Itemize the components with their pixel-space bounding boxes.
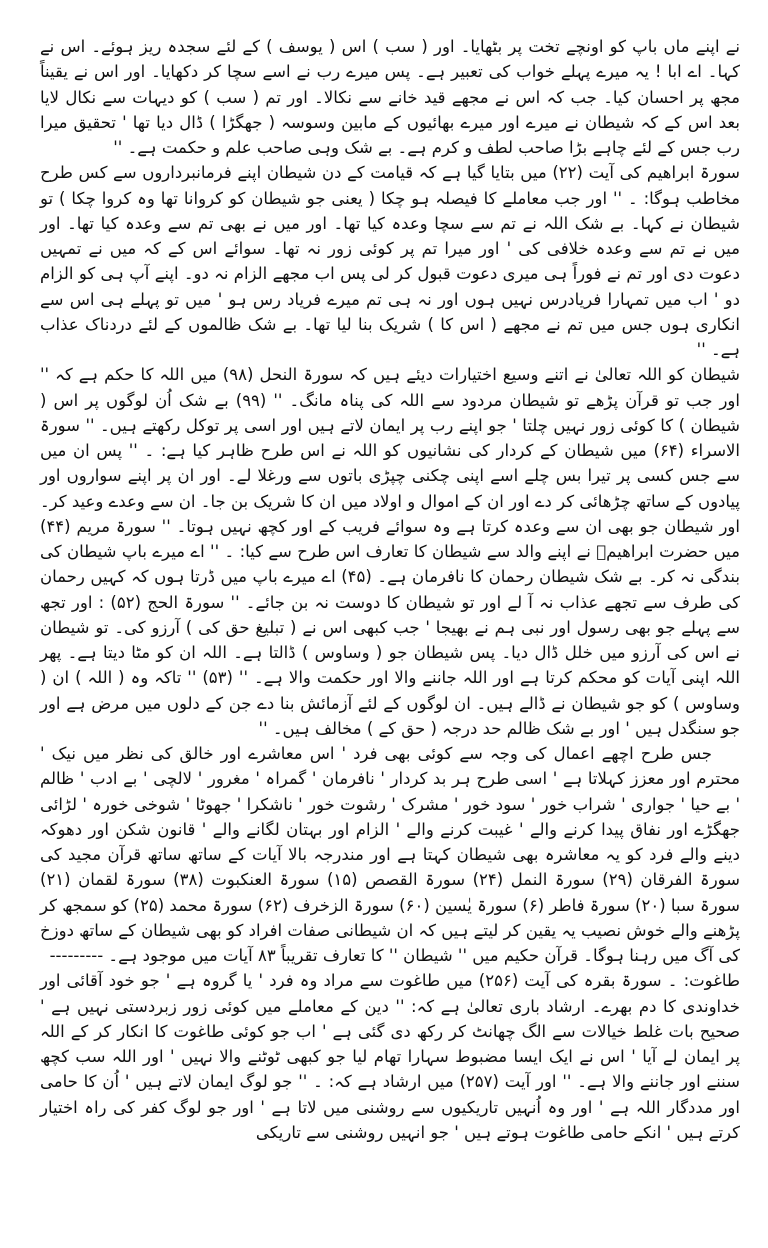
paragraph-shaitan-traits: جس طرح اچھے اعمال کی وجہ سے کوئی بھی فرد ' اس معاشرے اور خالق کی نظر میں نیک ' محترم اور معزز کہلاتا ہے ' اسی طرح ہر بد کردار ' نافرمان ' گمراہ ' مغرور ' لالچی ' بے ادب ' ظالم ' بے حیا ' جواری ' شراب خور ' سود خور ' مشرک ' رشوت خور ' ناشکرا ' جھوٹا ' شوخی خورہ ' لڑائی جھگڑے اور نفاق پیدا کرنے والے ' غیبت کرنے والے ' الزام اور بہتان لگانے والے ' قانون شکن اور دھوکہ دینے والے فرد کو یہ معاشرہ بھی شیطان کہتا ہے اور مندرجہ بالا آیات کے ساتھ ساتھ قرآن مجید کی سورۃ الفرقان (۲۹) سورۃ النمل (۲۴) سورۃ القصص (۱۵) سورۃ العنکبوت (۳۸) سورۃ لقمان (۲۱) سورۃ سبا (۲۰) سورۃ فاطر (۶) سورۃ یٰسین (۶۰) سورۃ الزخرف (۶۲) سورۃ محمد (۲۵) کو سمجھ کر پڑھنے والے خوش نصیب یہ یقین کر لیتے ہیں کہ ان شیطانی صفات افراد کو بھی شیطان کے ساتھ دوزخ کی آگ میں رہنا ہوگا۔ قرآن حکیم میں '' شیطان '' کا تعارف تقریباً ۸۳ آیات میں موجود ہے۔ --------- [40, 744, 741, 965]
paragraph-yusuf-dream: نے اپنے ماں باپ کو اونچے تخت پر بٹھایا۔ اور ( سب ) اس ( یوسف ) کے لئے سجدہ ریز ہوئے۔ اس نے کہا۔ اے ابا ! یہ میرے پہلے خواب کی تعبیر ہے۔ پس میرے رب نے اسے سچا کر دکھایا۔ اور اس نے یقیناً مجھ پر احسان کیا۔ جب کہ اس نے مجھے قید خانے سے نکالا۔ اور تم ( سب ) کو دیہات سے نکال لایا بعد اس کے کہ شیطان نے میرے اور میرے بھائیوں کے مابین وسوسہ ( جھگڑا ) ڈال دیا تھا ' تحقیق میرا رب جس کے لئے چاہے بڑا صاحب لطف و کرم ہے۔ بے شک وہی صاحب علم و حکمت ہے۔ '' [40, 37, 740, 157]
paragraph-surah-ibrahim: سورۃ ابراھیم کی آیت (۲۲) میں بتایا گیا ہے کہ قیامت کے دن شیطان اپنے فرمانبرداروں سے کس طرح مخاطب ہوگا: ۔ '' اور جب معاملے کا فیصلہ ہو چکا ( یعنی جو شیطان کو کروانا تھا وہ کروا چکا ) تو شیطان نے کہا۔ بے شک اللہ نے تم سے سچا وعدہ کیا تھا۔ اور میں نے بھی تم سے وعدہ کیا تھا۔ اور میں نے تم سے وعدہ خلافی کی ' اور میرا تم پر کوئی زور نہ تھا۔ سوائے اس کے کہ میں نے تمہیں دعوت دی اور تم نے فوراً ہی میری دعوت قبول کر لی پس اب مجھے الزام نہ دو۔ اپنے آپ ہی کو الزام دو ' اب میں تمہارا فریادرس نہیں ہوں اور نہ ہی تم میرے فریاد رس ہو ' میں تو پہلے ہی اس سے انکاری ہوں جس میں تم نے مجھے ( اس کا ) شریک بنا لیا تھا۔ بے شک ظالموں کے لئے دردناک عذاب ہے۔ '' [40, 163, 741, 359]
paragraph-taghut: طاغوت: ۔ سورۃ بقرہ کی آیت (۲۵۶) میں طاغوت سے مراد وہ فرد ' یا گروہ ہے ' جو خود آقائی اور خداوندی کا دم بھرے۔ ارشاد باری تعالیٰ ہے کہ: '' دین کے معاملے میں کوئی زور زبردستی نہیں ہے ' صحیح بات غلط خیالات سے الگ چھانٹ کر رکھ دی گئی ہے ' اب جو کوئی طاغوت کا انکار کر کے اللہ پر ایمان لے آیا ' اس نے ایک ایسا مضبوط سہارا تھام لیا جو کبھی ٹوٹنے والا نہیں ' اور اللہ سب کچھ سننے اور جاننے والا ہے۔ '' اور آیت (۲۵۷) میں ارشاد ہے کہ: ۔ '' جو لوگ ایمان لاتے ہیں ' اُن کا حامی اور مددگار اللہ ہے ' اور وہ اُنہیں تاریکیوں سے روشنی میں لاتا ہے ' اور جو لوگ کفر کی راہ اختیار کرتے ہیں ' انکے حامی طاغوت ہوتے ہیں ' جو انہیں روشنی سے تاریکی [40, 971, 740, 1142]
urdu-text-page [40, 34, 740, 1224]
paragraph-shaitan-verses: شیطان کو اللہ تعالیٰ نے اتنے وسیع اختیارات دیئے ہیں کہ سورۃ النحل (۹۸) میں اللہ کا حکم ہے کہ '' اور جب تو قرآن پڑھے تو شیطان مردود سے اللہ کی پناہ مانگ۔ '' (۹۹) بے شک اُن لوگوں پر اس ( شیطان ) کا کوئی زور نہیں چلتا ' جو اپنے رب پر ایمان لاتے ہیں اور اسی پر توکل رکھتے ہیں۔ '' سورۃ الاسراء (۶۴) میں شیطان کے کردار کی نشانیوں کو اللہ نے اس طرح ظاہر کیا ہے: ۔ '' پس ان میں سے جس کسی پر تیرا بس چلے اسے اپنی چکنی چپڑی باتوں سے ورغلا لے۔ اور ان پر اپنے سواروں اور پیادوں کے ساتھ چڑھائی کر دے اور ان کے اموال و اولاد میں ان کا شریک بن جا۔ ان سے وعدے وعید کر۔ اور شیطان جو بھی ان سے وعدہ کرتا ہے وہ سوائے فریب کے اور کچھ نہیں ہوتا۔ '' سورۃ مریم (۴۴) میں حضرت ابراھیمؑ نے اپنے والد سے شیطان کا تعارف اس طرح سے کیا: ۔ '' اے میرے باپ شیطان کی بندگی نہ کر۔ بے شک شیطان رحمان کا نافرمان ہے۔ (۴۵) اے میرے باپ میں ڈرتا ہوں کہ کہیں رحمان کی طرف سے تجھے عذاب نہ آ لے اور تو شیطان کا دوست نہ بن جائے۔ '' سورۃ الحج (۵۲) : اور تجھ سے پہلے جو بھی رسول اور نبی ہم نے بھیجا ' جب کبھی اس نے ( تبلیغ حق کی ) آرزو کی۔ تو شیطان نے اس کی آرزو میں خلل ڈال دیا۔ پس شیطان جو ( وساوس ) ڈالتا ہے۔ اللہ ان کو مٹا دیتا ہے۔ پھر اللہ اپنی آیات کو محکم کرتا ہے اور اللہ جاننے والا اور حکمت والا ہے۔ '' (۵۳) '' تاکہ وہ ( اللہ ) ان ( وساوس ) کو جو شیطان نے ڈالے ہیں۔ ان لوگوں کے لئے آزمائش بنا دے جن کے دلوں میں مرض ہے اور جو سنگدل ہیں ' اور بے شک ظالم حد درجہ ( حق کے ) مخالف ہیں۔ '' [40, 365, 741, 738]
